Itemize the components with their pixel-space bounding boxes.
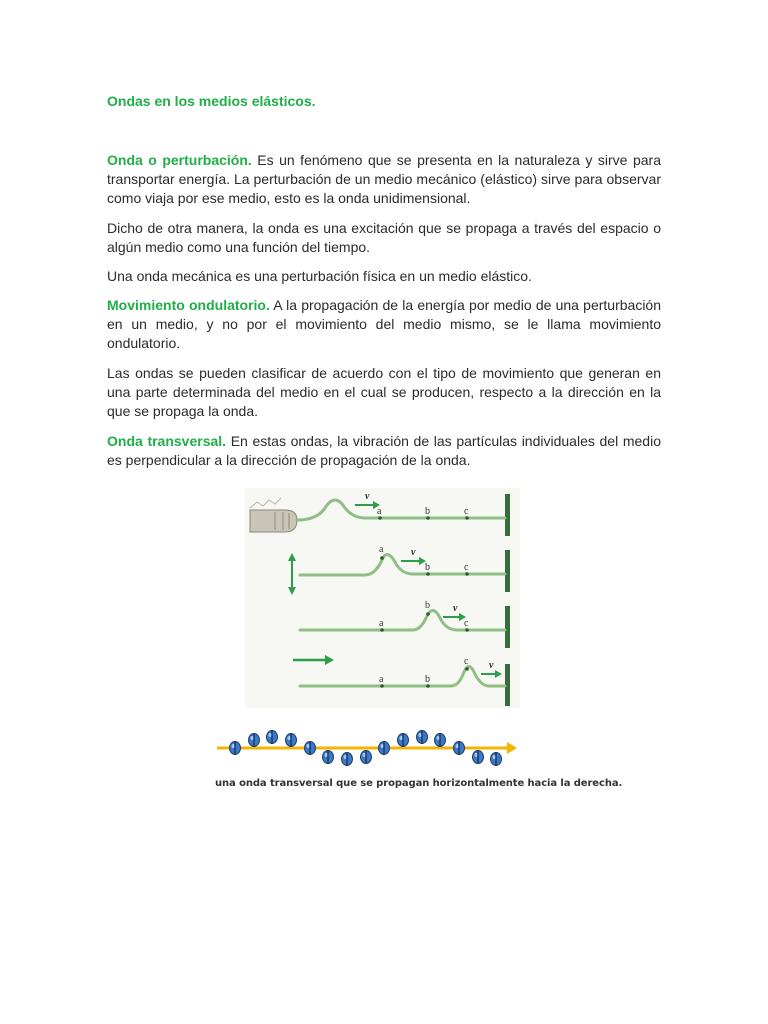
arrow-right-icon: [401, 557, 426, 565]
particle: [398, 733, 409, 747]
wall-1: [505, 494, 510, 536]
particle: [473, 750, 484, 764]
paragraph-clasificacion: Las ondas se pueden clasificar de acuerdo con el tipo de movimiento que generan en una parte determinada del medio en el cual se producen, respecto a la dirección en la que se propaga la onda.: [107, 365, 661, 419]
axis-arrow-icon: [507, 742, 517, 754]
label-c: c: [464, 506, 469, 517]
marker-dots: [378, 516, 469, 688]
rope-2: [300, 554, 505, 575]
label-v: v: [411, 547, 416, 558]
particle: [305, 741, 316, 755]
paragraph-onda-mecanica: Una onda mecánica es una perturbación física en un medio elástico.: [107, 268, 532, 284]
label-a: a: [379, 618, 384, 629]
transverse-particles-figure: [215, 724, 520, 774]
rope-1: [297, 500, 505, 520]
label-a: a: [379, 544, 384, 555]
wall-2: [505, 550, 510, 592]
label-v: v: [365, 491, 370, 502]
particle: [454, 741, 465, 755]
paragraph-text: Es un fenómeno que se presenta en la naturaleza y sirve para transportar energía. La perturbación de un medio mecánico (elástico) sirve para observar como viaja por ese medio, esto es la onda unidimensional.: [107, 152, 661, 206]
particle: [267, 730, 278, 744]
arrow-updown-icon: [288, 553, 296, 595]
particle: [342, 752, 353, 766]
label-c: c: [464, 562, 469, 573]
particle: [361, 750, 372, 764]
particle: [417, 730, 428, 744]
figure-caption: una onda transversal que se propagan horizontalmente hacia la derecha.: [215, 778, 623, 789]
rope-wave-figure: [245, 488, 520, 708]
particle: [491, 752, 502, 766]
term-movimiento-ondulatorio: Movimiento ondulatorio.: [107, 297, 270, 313]
label-b: b: [425, 562, 430, 573]
velocity-arrows: [288, 501, 502, 678]
term-onda-perturbacion: Onda o perturbación.: [107, 152, 252, 168]
particle: [230, 741, 241, 755]
particle: [249, 733, 260, 747]
paragraph-definicion: Dicho de otra manera, la onda es una excitación que se propaga a través del espacio o algún medio como una función del tiempo.: [107, 220, 661, 255]
rope-wave-diagram: [245, 488, 520, 708]
paragraph-text: A la propagación de la energía por medio de una perturbación en un medio, y no por el movimiento del medio mismo, se le llama movimiento ondulatorio.: [107, 297, 661, 351]
label-b: b: [425, 600, 430, 611]
particle: [379, 741, 390, 755]
wall-3: [505, 606, 510, 648]
particles-diagram: [215, 724, 520, 774]
point-labels: [377, 506, 469, 685]
particle: [323, 750, 334, 764]
document-title: Ondas en los medios elásticos.: [107, 93, 316, 109]
particle: [435, 733, 446, 747]
arrow-right-icon: [293, 655, 334, 665]
label-v: v: [489, 660, 494, 671]
label-a: a: [379, 674, 384, 685]
paragraph-text: En estas ondas, la vibración de las partículas individuales del medio es perpendicular a la dirección de propagación de la onda.: [107, 433, 661, 468]
arrow-right-icon: [481, 670, 502, 678]
label-c: c: [464, 656, 469, 667]
hand-icon: [250, 498, 297, 532]
label-c: c: [464, 618, 469, 629]
paragraph-onda-transversal: [107, 432, 661, 470]
label-b: b: [425, 506, 430, 517]
particle: [286, 733, 297, 747]
label-v: v: [453, 603, 458, 614]
arrow-right-icon: [443, 613, 466, 621]
wall-group: [505, 494, 510, 706]
paragraph-movimiento-ondulatorio: [107, 296, 661, 353]
rope-4: [300, 666, 505, 686]
paragraph-onda-perturbacion: [107, 151, 661, 208]
label-b: b: [425, 674, 430, 685]
rope-3: [300, 610, 505, 630]
label-a: a: [377, 506, 382, 517]
term-onda-transversal: Onda transversal.: [107, 433, 227, 449]
